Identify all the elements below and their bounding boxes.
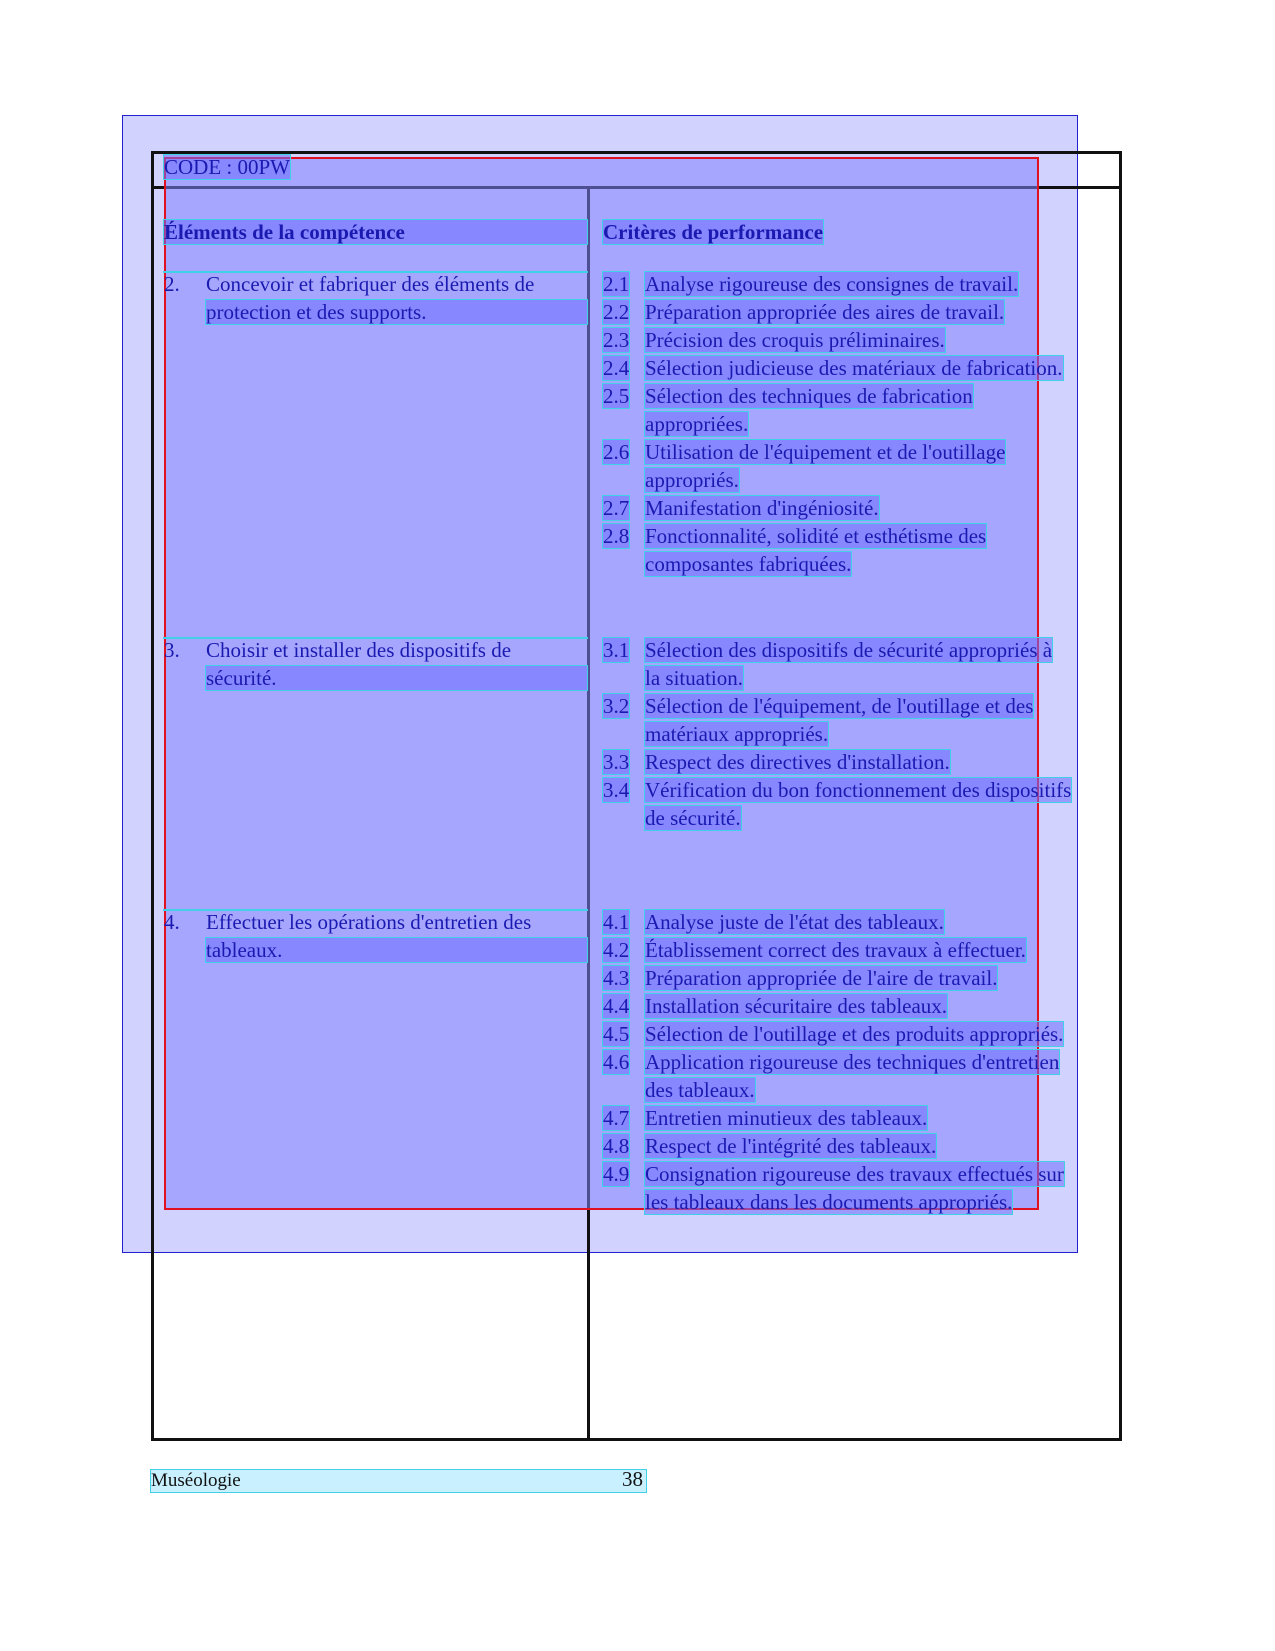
element-text: Effectuer les opérations d'entretien des: [206, 910, 532, 934]
criterion-text: de sécurité.: [645, 806, 741, 830]
criterion-text: composantes fabriquées.: [645, 552, 852, 576]
criterion-text: Sélection de l'outillage et des produits appropriés.: [645, 1022, 1064, 1046]
elements-header: Éléments de la compétence: [164, 220, 587, 244]
criterion-number: 2.5: [603, 384, 630, 408]
criterion-number: 2.7: [603, 496, 630, 520]
criterion-text: Préparation appropriée de l'aire de travail.: [645, 966, 998, 990]
criterion-text: matériaux appropriés.: [645, 722, 829, 746]
criterion-text: Sélection judicieuse des matériaux de fabrication.: [645, 356, 1063, 380]
criterion-text: Analyse rigoureuse des consignes de travail.: [645, 272, 1019, 296]
criterion-number: 2.4: [603, 356, 630, 380]
criterion-text: Précision des croquis préliminaires.: [645, 328, 945, 352]
criterion-text: Fonctionnalité, solidité et esthétisme des: [645, 524, 987, 548]
criterion-text: Consignation rigoureuse des travaux effectués sur: [645, 1162, 1064, 1186]
element-number: 4.: [164, 910, 180, 934]
element-text: Concevoir et fabriquer des éléments de: [206, 272, 535, 296]
criterion-number: 2.8: [603, 524, 630, 548]
element-text: protection et des supports.: [206, 300, 587, 324]
criterion-number: 4.8: [603, 1134, 630, 1158]
criterion-text: Vérification du bon fonctionnement des dispositifs: [645, 778, 1072, 802]
criterion-text: appropriées.: [645, 412, 749, 436]
criterion-text: Sélection des dispositifs de sécurité appropriés à: [645, 638, 1053, 662]
criterion-number: 3.3: [603, 750, 630, 774]
criterion-text: Sélection des techniques de fabrication: [645, 384, 973, 408]
criterion-number: 4.6: [603, 1050, 630, 1074]
criterion-number: 4.3: [603, 966, 630, 990]
criteria-header: Critères de performance: [603, 220, 824, 244]
element-text: sécurité.: [206, 666, 587, 690]
criterion-text: les tableaux dans les documents appropriés.: [645, 1190, 1013, 1214]
criterion-text: Entretien minutieux des tableaux.: [645, 1106, 928, 1130]
code-label: CODE : 00PW: [164, 155, 290, 179]
criterion-text: Sélection de l'équipement, de l'outillage et des: [645, 694, 1034, 718]
criterion-number: 2.3: [603, 328, 630, 352]
page-number: 38: [622, 1467, 643, 1491]
footer-document-name: Muséologie: [151, 1470, 241, 1491]
element-text: tableaux.: [206, 938, 587, 962]
criterion-number: 4.1: [603, 910, 630, 934]
criterion-text: la situation.: [645, 666, 743, 690]
criterion-text: appropriés.: [645, 468, 739, 492]
criterion-number: 4.9: [603, 1162, 630, 1186]
criterion-number: 4.7: [603, 1106, 630, 1130]
criterion-text: Respect de l'intégrité des tableaux.: [645, 1134, 937, 1158]
criterion-number: 3.1: [603, 638, 630, 662]
criterion-text: Établissement correct des travaux à effectuer.: [645, 938, 1026, 962]
element-number: 2.: [164, 272, 180, 296]
criterion-number: 4.5: [603, 1022, 630, 1046]
criterion-text: Manifestation d'ingéniosité.: [645, 496, 879, 520]
criterion-text: Utilisation de l'équipement et de l'outillage: [645, 440, 1006, 464]
criterion-text: Installation sécuritaire des tableaux.: [645, 994, 948, 1018]
criterion-number: 2.1: [603, 272, 630, 296]
criterion-number: 4.2: [603, 938, 630, 962]
criterion-number: 3.4: [603, 778, 630, 802]
element-text: Choisir et installer des dispositifs de: [206, 638, 512, 662]
criterion-text: des tableaux.: [645, 1078, 755, 1102]
criterion-number: 4.4: [603, 994, 630, 1018]
criterion-number: 3.2: [603, 694, 630, 718]
element-number: 3.: [164, 638, 180, 662]
criterion-text: Application rigoureuse des techniques d'entretien: [645, 1050, 1060, 1074]
criterion-text: Respect des directives d'installation.: [645, 750, 950, 774]
criterion-text: Analyse juste de l'état des tableaux.: [645, 910, 944, 934]
criterion-number: 2.2: [603, 300, 630, 324]
criterion-text: Préparation appropriée des aires de travail.: [645, 300, 1005, 324]
criterion-number: 2.6: [603, 440, 630, 464]
